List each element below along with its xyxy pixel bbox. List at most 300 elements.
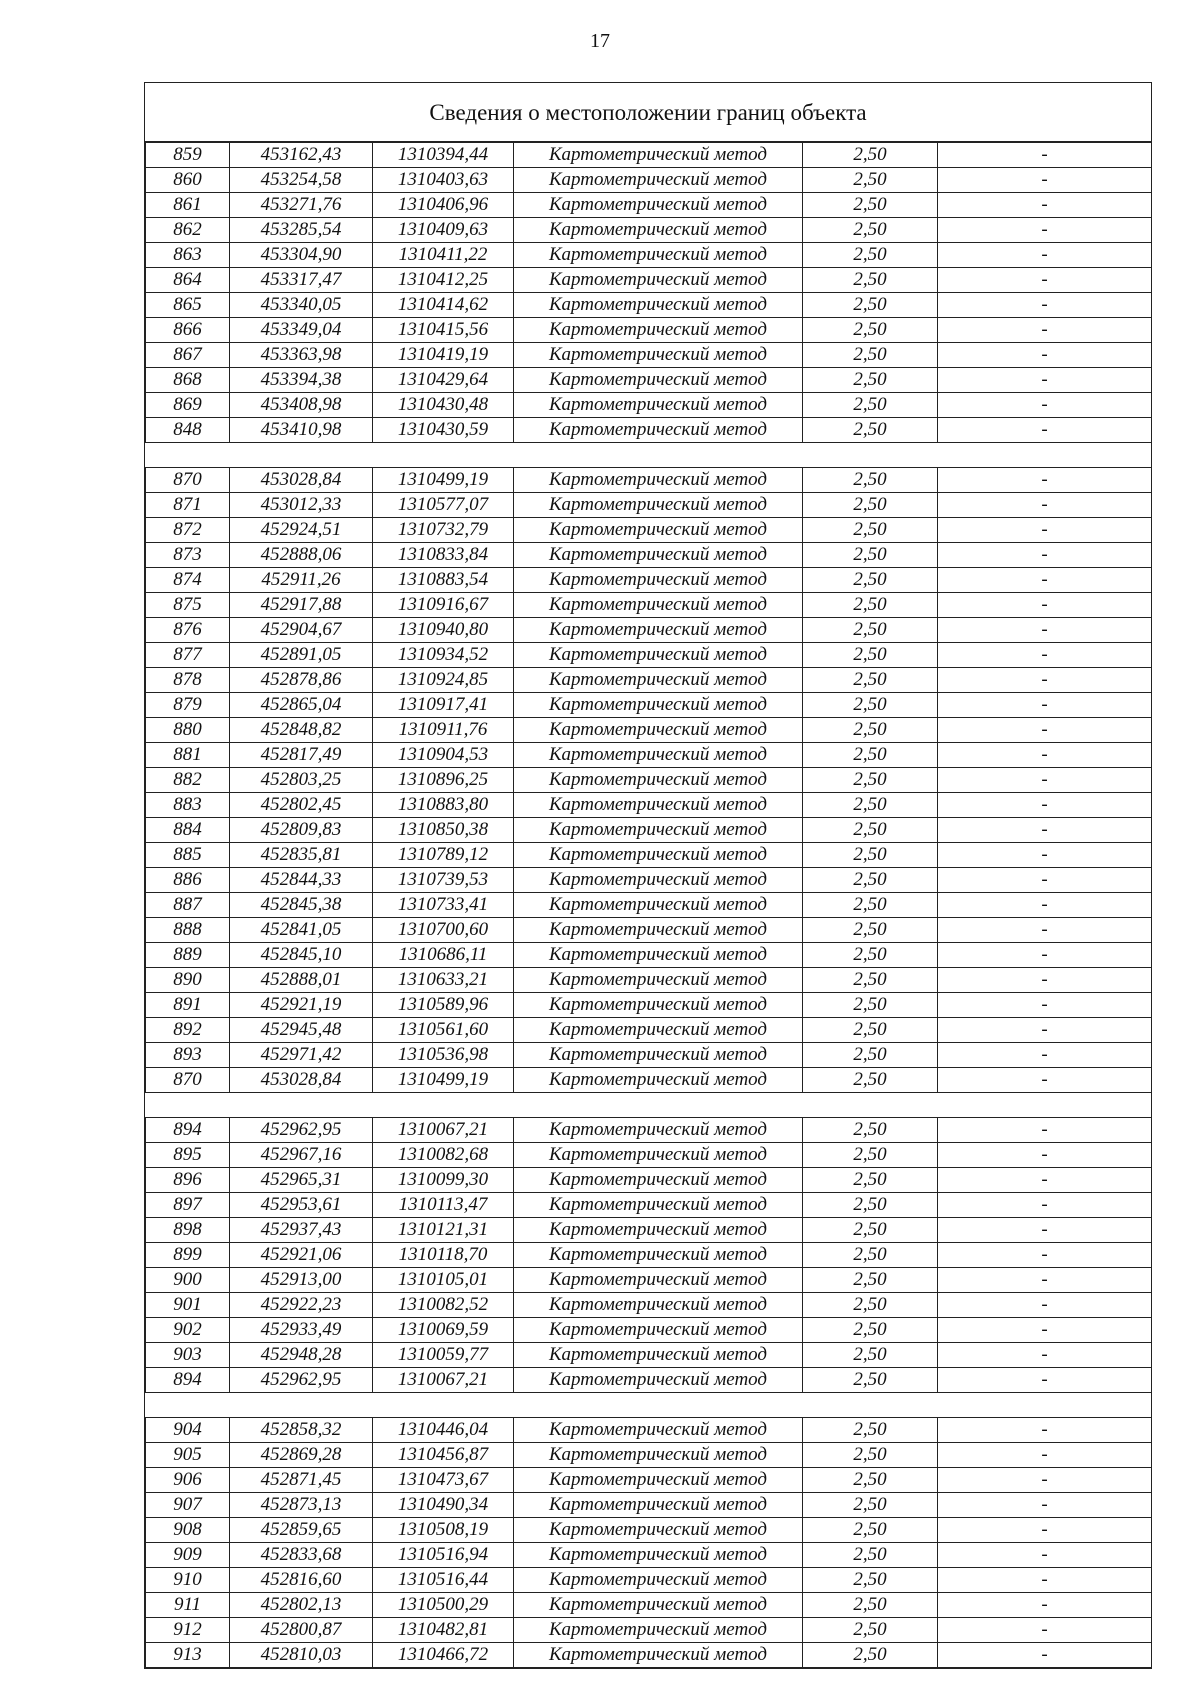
- coordinates-table-frame: [144, 82, 1152, 1669]
- point-number-cell: 881: [146, 743, 230, 768]
- x-coordinate-cell: 452962,95: [230, 1118, 373, 1143]
- y-coordinate-cell: 1310733,41: [373, 893, 514, 918]
- point-number-cell: 872: [146, 518, 230, 543]
- method-cell: Картометрический метод: [514, 1143, 803, 1168]
- table-row: [146, 768, 1152, 793]
- x-coordinate-cell: 452921,06: [230, 1243, 373, 1268]
- accuracy-cell: 2,50: [803, 368, 938, 393]
- method-cell: Картометрический метод: [514, 818, 803, 843]
- table-row: [146, 1018, 1152, 1043]
- point-number-cell: 897: [146, 1193, 230, 1218]
- description-cell: -: [938, 168, 1152, 193]
- point-number-cell: 903: [146, 1343, 230, 1368]
- x-coordinate-cell: 452924,51: [230, 518, 373, 543]
- y-coordinate-cell: 1310934,52: [373, 643, 514, 668]
- y-coordinate-cell: 1310412,25: [373, 268, 514, 293]
- description-cell: -: [938, 693, 1152, 718]
- x-coordinate-cell: 453363,98: [230, 343, 373, 368]
- table-title: Сведения о местоположении границ объекта: [145, 83, 1151, 142]
- accuracy-cell: 2,50: [803, 768, 938, 793]
- x-coordinate-cell: 452869,28: [230, 1443, 373, 1468]
- accuracy-cell: 2,50: [803, 668, 938, 693]
- y-coordinate-cell: 1310456,87: [373, 1443, 514, 1468]
- description-cell: -: [938, 243, 1152, 268]
- table-row: [146, 1618, 1152, 1643]
- y-coordinate-cell: 1310419,19: [373, 343, 514, 368]
- accuracy-cell: 2,50: [803, 1043, 938, 1068]
- x-coordinate-cell: 452871,45: [230, 1468, 373, 1493]
- table-row: [146, 743, 1152, 768]
- y-coordinate-cell: 1310067,21: [373, 1368, 514, 1393]
- description-cell: -: [938, 568, 1152, 593]
- table-row: [146, 518, 1152, 543]
- description-cell: -: [938, 1268, 1152, 1293]
- accuracy-cell: 2,50: [803, 168, 938, 193]
- x-coordinate-cell: 452865,04: [230, 693, 373, 718]
- point-number-cell: 869: [146, 393, 230, 418]
- y-coordinate-cell: 1310732,79: [373, 518, 514, 543]
- method-cell: Картометрический метод: [514, 1493, 803, 1518]
- accuracy-cell: 2,50: [803, 1118, 938, 1143]
- table-row: [146, 1243, 1152, 1268]
- page-number: 17: [590, 30, 610, 52]
- y-coordinate-cell: 1310633,21: [373, 968, 514, 993]
- method-cell: Картометрический метод: [514, 1643, 803, 1668]
- point-number-cell: 885: [146, 843, 230, 868]
- x-coordinate-cell: 452810,03: [230, 1643, 373, 1668]
- accuracy-cell: 2,50: [803, 468, 938, 493]
- point-number-cell: 907: [146, 1493, 230, 1518]
- method-cell: Картометрический метод: [514, 193, 803, 218]
- point-number-cell: 895: [146, 1143, 230, 1168]
- table-row: [146, 1568, 1152, 1593]
- table-row: [146, 1368, 1152, 1393]
- method-cell: Картометрический метод: [514, 1218, 803, 1243]
- accuracy-cell: 2,50: [803, 868, 938, 893]
- x-coordinate-cell: 452971,42: [230, 1043, 373, 1068]
- method-cell: Картометрический метод: [514, 518, 803, 543]
- description-cell: -: [938, 343, 1152, 368]
- coordinates-table-body: [146, 143, 1152, 1668]
- method-cell: Картометрический метод: [514, 1368, 803, 1393]
- accuracy-cell: 2,50: [803, 1018, 938, 1043]
- table-row: [146, 368, 1152, 393]
- y-coordinate-cell: 1310414,62: [373, 293, 514, 318]
- table-row: [146, 918, 1152, 943]
- y-coordinate-cell: 1310896,25: [373, 768, 514, 793]
- y-coordinate-cell: 1310508,19: [373, 1518, 514, 1543]
- y-coordinate-cell: 1310415,56: [373, 318, 514, 343]
- point-number-cell: 862: [146, 218, 230, 243]
- point-number-cell: 892: [146, 1018, 230, 1043]
- y-coordinate-cell: 1310411,22: [373, 243, 514, 268]
- method-cell: Картометрический метод: [514, 1468, 803, 1493]
- description-cell: -: [938, 1543, 1152, 1568]
- description-cell: -: [938, 1243, 1152, 1268]
- accuracy-cell: 2,50: [803, 143, 938, 168]
- description-cell: -: [938, 968, 1152, 993]
- x-coordinate-cell: 452948,28: [230, 1343, 373, 1368]
- x-coordinate-cell: 452859,65: [230, 1518, 373, 1543]
- description-cell: -: [938, 518, 1152, 543]
- accuracy-cell: 2,50: [803, 1443, 938, 1468]
- table-row: [146, 1193, 1152, 1218]
- accuracy-cell: 2,50: [803, 843, 938, 868]
- description-cell: -: [938, 1218, 1152, 1243]
- method-cell: Картометрический метод: [514, 1193, 803, 1218]
- x-coordinate-cell: 452904,67: [230, 618, 373, 643]
- method-cell: Картометрический метод: [514, 493, 803, 518]
- y-coordinate-cell: 1310916,67: [373, 593, 514, 618]
- x-coordinate-cell: 452917,88: [230, 593, 373, 618]
- y-coordinate-cell: 1310789,12: [373, 843, 514, 868]
- table-row: [146, 593, 1152, 618]
- table-row: [146, 1518, 1152, 1543]
- accuracy-cell: 2,50: [803, 1518, 938, 1543]
- point-number-cell: 887: [146, 893, 230, 918]
- accuracy-cell: 2,50: [803, 818, 938, 843]
- description-cell: -: [938, 1318, 1152, 1343]
- x-coordinate-cell: 453012,33: [230, 493, 373, 518]
- description-cell: -: [938, 618, 1152, 643]
- y-coordinate-cell: 1310482,81: [373, 1618, 514, 1643]
- y-coordinate-cell: 1310500,29: [373, 1593, 514, 1618]
- method-cell: Картометрический метод: [514, 593, 803, 618]
- table-row: [146, 968, 1152, 993]
- point-number-cell: 848: [146, 418, 230, 443]
- accuracy-cell: 2,50: [803, 1593, 938, 1618]
- accuracy-cell: 2,50: [803, 1243, 938, 1268]
- point-number-cell: 894: [146, 1368, 230, 1393]
- description-cell: -: [938, 368, 1152, 393]
- description-cell: -: [938, 743, 1152, 768]
- group-separator-row: [146, 1393, 1152, 1418]
- x-coordinate-cell: 453394,38: [230, 368, 373, 393]
- x-coordinate-cell: 452888,01: [230, 968, 373, 993]
- point-number-cell: 905: [146, 1443, 230, 1468]
- y-coordinate-cell: 1310099,30: [373, 1168, 514, 1193]
- x-coordinate-cell: 452962,95: [230, 1368, 373, 1393]
- x-coordinate-cell: 452833,68: [230, 1543, 373, 1568]
- table-row: [146, 618, 1152, 643]
- description-cell: -: [938, 793, 1152, 818]
- accuracy-cell: 2,50: [803, 1068, 938, 1093]
- point-number-cell: 863: [146, 243, 230, 268]
- x-coordinate-cell: 452913,00: [230, 1268, 373, 1293]
- accuracy-cell: 2,50: [803, 1268, 938, 1293]
- accuracy-cell: 2,50: [803, 1143, 938, 1168]
- x-coordinate-cell: 452888,06: [230, 543, 373, 568]
- description-cell: -: [938, 1018, 1152, 1043]
- y-coordinate-cell: 1310499,19: [373, 468, 514, 493]
- method-cell: Картометрический метод: [514, 768, 803, 793]
- description-cell: -: [938, 868, 1152, 893]
- description-cell: -: [938, 843, 1152, 868]
- point-number-cell: 876: [146, 618, 230, 643]
- description-cell: -: [938, 943, 1152, 968]
- description-cell: -: [938, 593, 1152, 618]
- point-number-cell: 898: [146, 1218, 230, 1243]
- point-number-cell: 888: [146, 918, 230, 943]
- group-separator-cell: [146, 443, 1152, 468]
- point-number-cell: 891: [146, 993, 230, 1018]
- accuracy-cell: 2,50: [803, 618, 938, 643]
- method-cell: Картометрический метод: [514, 543, 803, 568]
- point-number-cell: 912: [146, 1618, 230, 1643]
- y-coordinate-cell: 1310883,80: [373, 793, 514, 818]
- method-cell: Картометрический метод: [514, 793, 803, 818]
- description-cell: -: [938, 893, 1152, 918]
- y-coordinate-cell: 1310917,41: [373, 693, 514, 718]
- point-number-cell: 894: [146, 1118, 230, 1143]
- group-separator-cell: [146, 1393, 1152, 1418]
- table-row: [146, 243, 1152, 268]
- description-cell: -: [938, 1068, 1152, 1093]
- point-number-cell: 877: [146, 643, 230, 668]
- point-number-cell: 913: [146, 1643, 230, 1668]
- table-row: [146, 1068, 1152, 1093]
- method-cell: Картометрический метод: [514, 468, 803, 493]
- x-coordinate-cell: 453271,76: [230, 193, 373, 218]
- accuracy-cell: 2,50: [803, 993, 938, 1018]
- method-cell: Картометрический метод: [514, 1543, 803, 1568]
- method-cell: Картометрический метод: [514, 718, 803, 743]
- table-row: [146, 1418, 1152, 1443]
- method-cell: Картометрический метод: [514, 743, 803, 768]
- x-coordinate-cell: 452835,81: [230, 843, 373, 868]
- y-coordinate-cell: 1310536,98: [373, 1043, 514, 1068]
- point-number-cell: 873: [146, 543, 230, 568]
- x-coordinate-cell: 453317,47: [230, 268, 373, 293]
- accuracy-cell: 2,50: [803, 1193, 938, 1218]
- table-row: [146, 668, 1152, 693]
- point-number-cell: 880: [146, 718, 230, 743]
- y-coordinate-cell: 1310473,67: [373, 1468, 514, 1493]
- y-coordinate-cell: 1310394,44: [373, 143, 514, 168]
- description-cell: -: [938, 1168, 1152, 1193]
- x-coordinate-cell: 452967,16: [230, 1143, 373, 1168]
- x-coordinate-cell: 452878,86: [230, 668, 373, 693]
- description-cell: -: [938, 493, 1152, 518]
- method-cell: Картометрический метод: [514, 893, 803, 918]
- description-cell: -: [938, 268, 1152, 293]
- point-number-cell: 911: [146, 1593, 230, 1618]
- x-coordinate-cell: 453162,43: [230, 143, 373, 168]
- description-cell: -: [938, 818, 1152, 843]
- x-coordinate-cell: 452848,82: [230, 718, 373, 743]
- description-cell: -: [938, 1293, 1152, 1318]
- y-coordinate-cell: 1310833,84: [373, 543, 514, 568]
- x-coordinate-cell: 452911,26: [230, 568, 373, 593]
- point-number-cell: 870: [146, 1068, 230, 1093]
- method-cell: Картометрический метод: [514, 343, 803, 368]
- method-cell: Картометрический метод: [514, 993, 803, 1018]
- table-row: [146, 1593, 1152, 1618]
- accuracy-cell: 2,50: [803, 1168, 938, 1193]
- method-cell: Картометрический метод: [514, 1318, 803, 1343]
- x-coordinate-cell: 453410,98: [230, 418, 373, 443]
- x-coordinate-cell: 452891,05: [230, 643, 373, 668]
- method-cell: Картометрический метод: [514, 618, 803, 643]
- table-row: [146, 793, 1152, 818]
- accuracy-cell: 2,50: [803, 318, 938, 343]
- y-coordinate-cell: 1310430,59: [373, 418, 514, 443]
- method-cell: Картометрический метод: [514, 1243, 803, 1268]
- table-row: [146, 1293, 1152, 1318]
- description-cell: -: [938, 1443, 1152, 1468]
- method-cell: Картометрический метод: [514, 1593, 803, 1618]
- y-coordinate-cell: 1310466,72: [373, 1643, 514, 1668]
- accuracy-cell: 2,50: [803, 718, 938, 743]
- method-cell: Картометрический метод: [514, 1518, 803, 1543]
- method-cell: Картометрический метод: [514, 1618, 803, 1643]
- accuracy-cell: 2,50: [803, 1218, 938, 1243]
- y-coordinate-cell: 1310082,68: [373, 1143, 514, 1168]
- accuracy-cell: 2,50: [803, 193, 938, 218]
- group-separator-row: [146, 1093, 1152, 1118]
- method-cell: Картометрический метод: [514, 168, 803, 193]
- y-coordinate-cell: 1310700,60: [373, 918, 514, 943]
- accuracy-cell: 2,50: [803, 918, 938, 943]
- method-cell: Картометрический метод: [514, 1293, 803, 1318]
- table-row: [146, 468, 1152, 493]
- point-number-cell: 910: [146, 1568, 230, 1593]
- point-number-cell: 861: [146, 193, 230, 218]
- table-row: [146, 718, 1152, 743]
- accuracy-cell: 2,50: [803, 1318, 938, 1343]
- description-cell: -: [938, 218, 1152, 243]
- method-cell: Картометрический метод: [514, 218, 803, 243]
- accuracy-cell: 2,50: [803, 1293, 938, 1318]
- description-cell: -: [938, 718, 1152, 743]
- accuracy-cell: 2,50: [803, 493, 938, 518]
- table-row: [146, 543, 1152, 568]
- point-number-cell: 900: [146, 1268, 230, 1293]
- method-cell: Картометрический метод: [514, 568, 803, 593]
- accuracy-cell: 2,50: [803, 893, 938, 918]
- y-coordinate-cell: 1310589,96: [373, 993, 514, 1018]
- y-coordinate-cell: 1310499,19: [373, 1068, 514, 1093]
- y-coordinate-cell: 1310904,53: [373, 743, 514, 768]
- description-cell: -: [938, 768, 1152, 793]
- x-coordinate-cell: 452945,48: [230, 1018, 373, 1043]
- point-number-cell: 889: [146, 943, 230, 968]
- x-coordinate-cell: 452800,87: [230, 1618, 373, 1643]
- method-cell: Картометрический метод: [514, 643, 803, 668]
- table-row: [146, 1268, 1152, 1293]
- description-cell: -: [938, 1193, 1152, 1218]
- x-coordinate-cell: 452844,33: [230, 868, 373, 893]
- method-cell: Картометрический метод: [514, 968, 803, 993]
- point-number-cell: 886: [146, 868, 230, 893]
- y-coordinate-cell: 1310429,64: [373, 368, 514, 393]
- y-coordinate-cell: 1310490,34: [373, 1493, 514, 1518]
- point-number-cell: 878: [146, 668, 230, 693]
- accuracy-cell: 2,50: [803, 418, 938, 443]
- x-coordinate-cell: 452922,23: [230, 1293, 373, 1318]
- table-row: [146, 1318, 1152, 1343]
- group-separator-cell: [146, 1093, 1152, 1118]
- y-coordinate-cell: 1310516,94: [373, 1543, 514, 1568]
- description-cell: -: [938, 1118, 1152, 1143]
- table-row: [146, 818, 1152, 843]
- table-row: [146, 843, 1152, 868]
- x-coordinate-cell: 453028,84: [230, 468, 373, 493]
- coordinates-table: [145, 142, 1152, 1668]
- x-coordinate-cell: 452921,19: [230, 993, 373, 1018]
- table-row: [146, 693, 1152, 718]
- method-cell: Картометрический метод: [514, 1418, 803, 1443]
- point-number-cell: 879: [146, 693, 230, 718]
- table-row: [146, 1218, 1152, 1243]
- description-cell: -: [938, 1143, 1152, 1168]
- accuracy-cell: 2,50: [803, 1543, 938, 1568]
- description-cell: -: [938, 993, 1152, 1018]
- x-coordinate-cell: 452937,43: [230, 1218, 373, 1243]
- accuracy-cell: 2,50: [803, 643, 938, 668]
- table-row: [146, 218, 1152, 243]
- y-coordinate-cell: 1310067,21: [373, 1118, 514, 1143]
- point-number-cell: 868: [146, 368, 230, 393]
- x-coordinate-cell: 452817,49: [230, 743, 373, 768]
- method-cell: Картометрический метод: [514, 1118, 803, 1143]
- method-cell: Картометрический метод: [514, 668, 803, 693]
- x-coordinate-cell: 452845,38: [230, 893, 373, 918]
- y-coordinate-cell: 1310883,54: [373, 568, 514, 593]
- point-number-cell: 875: [146, 593, 230, 618]
- y-coordinate-cell: 1310516,44: [373, 1568, 514, 1593]
- table-row: [146, 1343, 1152, 1368]
- y-coordinate-cell: 1310686,11: [373, 943, 514, 968]
- y-coordinate-cell: 1310940,80: [373, 618, 514, 643]
- accuracy-cell: 2,50: [803, 693, 938, 718]
- table-row: [146, 1143, 1152, 1168]
- description-cell: -: [938, 1368, 1152, 1393]
- method-cell: Картометрический метод: [514, 318, 803, 343]
- point-number-cell: 908: [146, 1518, 230, 1543]
- table-row: [146, 418, 1152, 443]
- method-cell: Картометрический метод: [514, 243, 803, 268]
- accuracy-cell: 2,50: [803, 593, 938, 618]
- table-row: [146, 993, 1152, 1018]
- method-cell: Картометрический метод: [514, 293, 803, 318]
- point-number-cell: 884: [146, 818, 230, 843]
- x-coordinate-cell: 452841,05: [230, 918, 373, 943]
- table-row: [146, 1443, 1152, 1468]
- y-coordinate-cell: 1310561,60: [373, 1018, 514, 1043]
- x-coordinate-cell: 453408,98: [230, 393, 373, 418]
- x-coordinate-cell: 453254,58: [230, 168, 373, 193]
- table-row: [146, 193, 1152, 218]
- description-cell: -: [938, 1593, 1152, 1618]
- description-cell: -: [938, 543, 1152, 568]
- accuracy-cell: 2,50: [803, 943, 938, 968]
- accuracy-cell: 2,50: [803, 1618, 938, 1643]
- table-row: [146, 1643, 1152, 1668]
- point-number-cell: 904: [146, 1418, 230, 1443]
- point-number-cell: 859: [146, 143, 230, 168]
- accuracy-cell: 2,50: [803, 1643, 938, 1668]
- point-number-cell: 871: [146, 493, 230, 518]
- y-coordinate-cell: 1310406,96: [373, 193, 514, 218]
- x-coordinate-cell: 452965,31: [230, 1168, 373, 1193]
- x-coordinate-cell: 452816,60: [230, 1568, 373, 1593]
- accuracy-cell: 2,50: [803, 1493, 938, 1518]
- x-coordinate-cell: 452802,45: [230, 793, 373, 818]
- table-row: [146, 318, 1152, 343]
- y-coordinate-cell: 1310113,47: [373, 1193, 514, 1218]
- table-row: [146, 643, 1152, 668]
